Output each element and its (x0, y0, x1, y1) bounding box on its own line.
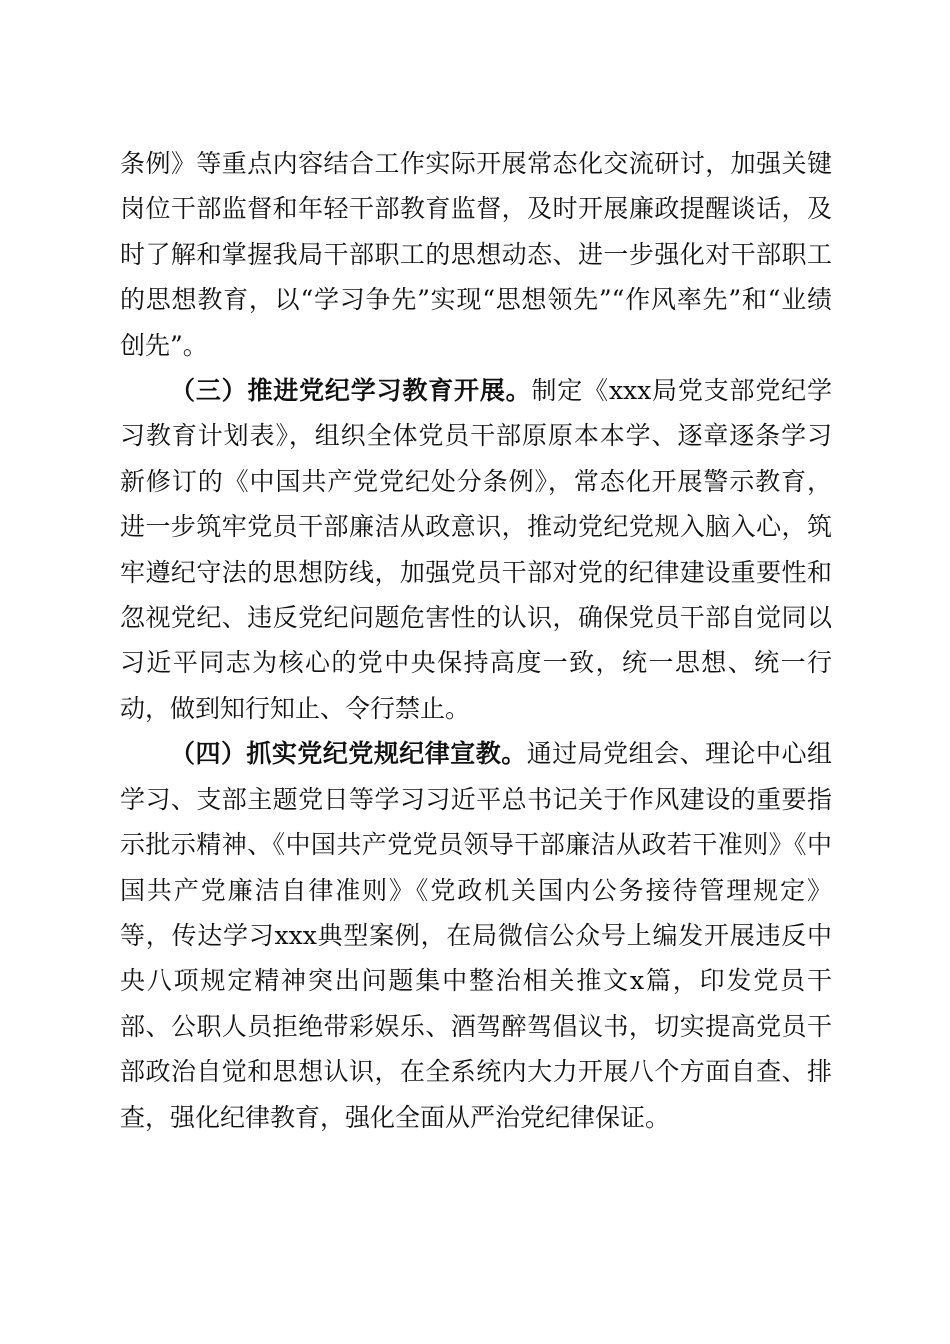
section-heading-3: （三）推进党纪学习教育开展。 (170, 376, 532, 406)
section-heading-4: （四）抓实党纪党规纪律宣教。 (170, 739, 527, 769)
paragraph-section-3 (120, 368, 832, 731)
paragraph-text: 条例》等重点内容结合工作实际开展常态化交流研讨，加强关键岗位干部监督和年轻干部教育监督，及时开展廉政提醒谈话，及时了解和掌握我局干部职工的思想动态、进一步强化对干部职工的思想教育，以“学习争先”实现“思想领先”“作风率先”和“业绩创先”。 (120, 149, 832, 360)
paragraph-text: 通过局党组会、理论中心组学习、支部主题党日等学习习近平总书记关于作风建设的重要指示批示精神、《中国共产党党员领导干部廉洁从政若干准则》《中国共产党廉洁自律准则》《党政机关国内公务接待管理规定》等，传达学习xxx典型案例，在局微信公众号上编发开展违反中央八项规定精神突出问题集中整治相关推文x篇，印发党员干部、公职人员拒绝带彩娱乐、酒驾醉驾倡议书，切实提高党员干部政治自觉和思想认识，在全系统内大力开展八个方面自查、排查，强化纪律教育，强化全面从严治党纪律保证。 (120, 739, 832, 1132)
document-body (120, 141, 832, 1140)
paragraph-continuation (120, 141, 832, 368)
paragraph-text: 制定《xxx局党支部党纪学习教育计划表》，组织全体党员干部原原本本学、逐章逐条学习新修订的《中国共产党党纪处分条例》，常态化开展警示教育，进一步筑牢党员干部廉洁从政意识，推动党纪党规入脑入心，筑牢遵纪守法的思想防线，加强党员干部对党的纪律建设重要性和忽视党纪、违反党纪问题危害性的认识，确保党员干部自觉同以习近平同志为核心的党中央保持高度一致，统一思想、统一行动，做到知行知止、令行禁止。 (120, 376, 832, 723)
paragraph-section-4 (120, 731, 832, 1140)
